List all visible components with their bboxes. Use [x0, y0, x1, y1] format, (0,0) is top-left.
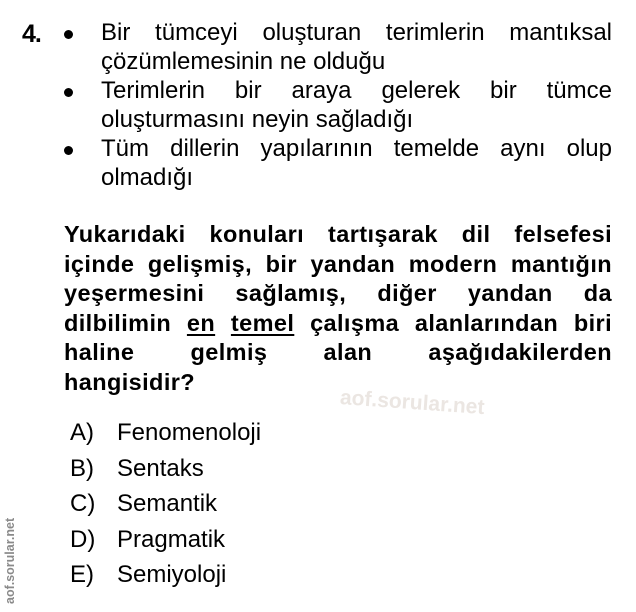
premise-line: Bir tümceyi oluşturan terimlerin mantıksal — [101, 19, 612, 46]
option-letter: E) — [70, 561, 94, 588]
stem-line: hangisidir? — [64, 368, 196, 395]
option-c[interactable] — [70, 488, 261, 524]
stem-line — [64, 309, 612, 339]
premise-item — [60, 134, 612, 192]
bullet-icon — [64, 30, 73, 39]
stem-line: yeşermesini sağlamış, diğer yandan da — [64, 280, 612, 307]
premise-line: Tüm dillerin yapılarının temelde aynı olup — [101, 135, 612, 162]
premise-line: oluşturmasını neyin sağladığı — [101, 106, 414, 133]
stem-line: içinde gelişmiş, bir yandan modern mantığın — [64, 250, 612, 277]
bullet-icon — [64, 88, 73, 97]
bullet-icon — [64, 146, 73, 155]
stem-text: çalışma alanlarından biri — [310, 309, 612, 336]
stem-line: haline gelmiş alan aşağıdakilerden — [64, 339, 612, 366]
premise-line: Terimlerin bir araya gelerek bir tümce — [101, 77, 612, 104]
premise-item — [60, 76, 612, 134]
emphasis-temel: temel — [230, 309, 295, 336]
option-text: Semantik — [117, 490, 218, 517]
emphasis-en: en — [186, 309, 216, 336]
side-watermark: aof.sorular.net — [3, 517, 17, 604]
option-text: Sentaks — [117, 454, 204, 482]
option-letter: B) — [70, 454, 94, 482]
option-letter: D) — [70, 525, 96, 553]
premise-item — [60, 18, 612, 76]
question-number: 4. — [22, 20, 41, 48]
option-text: Semiyoloji — [117, 561, 227, 588]
option-d[interactable] — [70, 524, 261, 560]
option-text: Fenomenoloji — [117, 419, 262, 446]
question-stem — [64, 220, 612, 398]
option-a[interactable] — [70, 417, 261, 453]
option-text: Pragmatik — [117, 525, 226, 553]
premise-list — [60, 18, 612, 192]
stem-text: dilbilimin — [64, 309, 172, 336]
stem-line: Yukarıdaki konuları tartışarak dil felsefesi — [64, 221, 612, 247]
option-e[interactable] — [70, 559, 261, 595]
option-letter: A) — [70, 419, 94, 446]
answer-options — [70, 417, 261, 595]
watermark: aof.sorular.net — [339, 386, 486, 420]
option-letter: C) — [70, 490, 96, 517]
option-b[interactable] — [70, 453, 261, 489]
premise-line: olmadığı — [101, 164, 194, 191]
premise-line: çözümlemesinin ne olduğu — [101, 48, 386, 75]
